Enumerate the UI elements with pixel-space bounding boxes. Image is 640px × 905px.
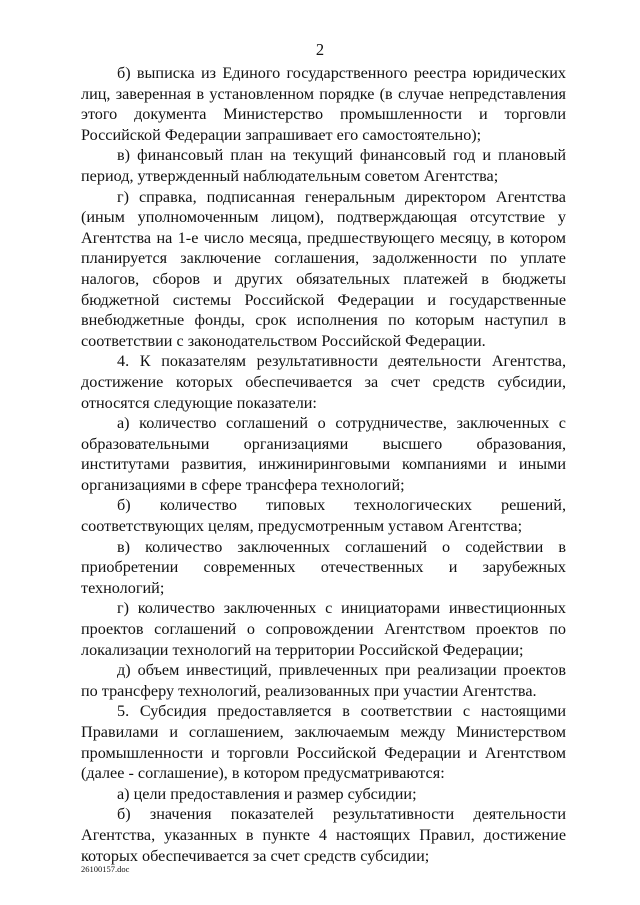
paragraph-5a-purpose-and-amount: а) цели предоставления и размер субсидии; xyxy=(117,784,417,803)
paragraph-4g-localization-agreements: г) количество заключенных с инициаторами инвестиционных проектов соглашений о сопровождении Агентством проектов по локализации технологий на территории Российской Федерации; xyxy=(81,599,566,659)
footer-filename: 26100157.doc xyxy=(81,864,130,874)
page-number: 2 xyxy=(315,40,325,59)
paragraph-5b-indicator-values: б) значения показателей результативности деятельности Агентства, указанных в пункте 4 настоящих Правил, достижение которых обеспечивается за счет средств субсидии; xyxy=(81,805,566,865)
paragraph-4d-investment-volume: д) объем инвестиций, привлеченных при реализации проектов по трансферу технологий, реализованных при участии Агентства. xyxy=(81,661,566,700)
paragraph-4-performance-indicators: 4. К показателям результативности деятельности Агентства, достижение которых обеспечивается за счет средств субсидии, относятся следующие показатели: xyxy=(81,352,566,412)
paragraph-4a-cooperation-agreements: а) количество соглашений о сотрудничестве, заключенных с образовательными организациями высшего образования, институтами развития, инжиниринговыми компаниями и иными организациями в сфере трансфера технологий; xyxy=(81,414,566,494)
paragraph-5-subsidy-agreement: 5. Субсидия предоставляется в соответствии с настоящими Правилами и соглашением, заключаемым между Министерством промышленности и торговли Российской Федерации и Агентством (далее - соглашение), в котором предусматриваются: xyxy=(81,702,566,783)
paragraph-4b-typical-solutions: б) количество типовых технологических решений, соответствующих целям, предусмотренным уставом Агентства; xyxy=(81,496,566,536)
paragraph-4v-acquisition-agreements: в) количество заключенных соглашений о содействии в приобретении современных отечественных и зарубежных технологий; xyxy=(81,537,566,597)
paragraph-1g-debt-certificate: г) справка, подписанная генеральным директором Агентства (иным уполномоченным лицом), подтверждающая отсутствие у Агентства на 1-е число месяца, предшествующего месяцу, в котором планируется заключение соглашения, задолженности по уплате налогов, сборов и других обязательных платежей в бюджеты бюджетной системы Российской Федерации и государственные внебюджетные фонды, срок исполнения по которым наступил в соответствии с законодательством Российской Федерации. xyxy=(81,187,566,350)
document-body xyxy=(81,63,566,866)
paragraph-1v-financial-plan: в) финансовый план на текущий финансовый год и плановый период, утвержденный наблюдательным советом Агентства; xyxy=(81,146,566,185)
paragraph-1b-egrul-extract: б) выписка из Единого государственного реестра юридических лиц, заверенная в установленном порядке (в случае непредставления этого документа Министерство промышленности и торговли Российской Федерации запрашивает его самостоятельно); xyxy=(81,64,566,144)
